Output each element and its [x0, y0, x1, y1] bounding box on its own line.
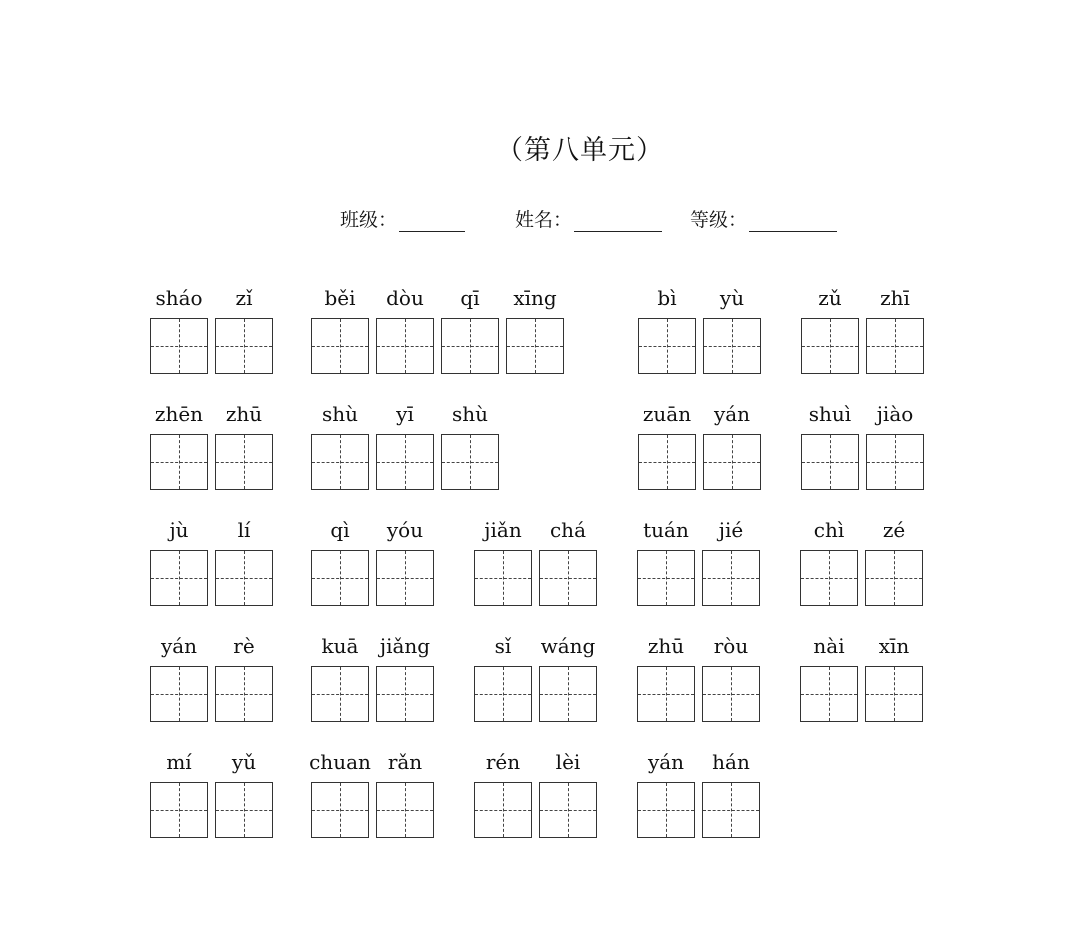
character-box[interactable]	[150, 434, 208, 490]
pinyin-label: yī	[396, 402, 414, 426]
pinyin-label: zé	[882, 518, 906, 542]
character-box[interactable]	[702, 666, 760, 722]
character-box[interactable]	[637, 666, 695, 722]
character-box[interactable]	[311, 782, 369, 838]
pinyin-label: yǔ	[231, 750, 257, 774]
pinyin-label: zǐ	[235, 286, 253, 310]
name-label: 姓名：	[515, 209, 573, 231]
pinyin-label: rén	[485, 750, 521, 774]
pinyin-label: chì	[813, 518, 845, 542]
character-box[interactable]	[474, 666, 532, 722]
grade-field	[690, 205, 837, 232]
pinyin-label: yán	[647, 750, 685, 774]
character-box[interactable]	[150, 782, 208, 838]
pinyin-label: sǐ	[494, 634, 512, 658]
pinyin-label: yán	[160, 634, 198, 658]
character-box[interactable]	[539, 782, 597, 838]
character-box[interactable]	[637, 782, 695, 838]
character-box[interactable]	[702, 782, 760, 838]
character-box[interactable]	[801, 434, 859, 490]
pinyin-label: zhū	[225, 402, 263, 426]
character-box[interactable]	[150, 550, 208, 606]
name-field	[515, 205, 662, 232]
pinyin-label: wáng	[540, 634, 596, 658]
character-box[interactable]	[800, 666, 858, 722]
character-box[interactable]	[539, 550, 597, 606]
pinyin-label: yóu	[386, 518, 424, 542]
pinyin-label: lí	[237, 518, 251, 542]
pinyin-label: shù	[451, 402, 489, 426]
character-box[interactable]	[376, 318, 434, 374]
character-box[interactable]	[311, 666, 369, 722]
character-box[interactable]	[801, 318, 859, 374]
pinyin-label: jiǎng	[379, 634, 431, 658]
pinyin-label: jié	[718, 518, 744, 542]
character-box[interactable]	[703, 434, 761, 490]
character-box[interactable]	[637, 550, 695, 606]
pinyin-label: shuì	[808, 402, 852, 426]
pinyin-label: jiǎn	[484, 518, 522, 542]
character-box[interactable]	[866, 318, 924, 374]
pinyin-label: chuan	[309, 750, 371, 774]
pinyin-label: qì	[330, 518, 350, 542]
pinyin-label: dòu	[386, 286, 424, 310]
character-box[interactable]	[638, 434, 696, 490]
character-box[interactable]	[311, 318, 369, 374]
pinyin-label: jù	[169, 518, 189, 542]
pinyin-label: rè	[233, 634, 255, 658]
character-box[interactable]	[441, 434, 499, 490]
character-box[interactable]	[215, 434, 273, 490]
pinyin-label: shù	[321, 402, 359, 426]
character-box[interactable]	[150, 318, 208, 374]
pinyin-label: ròu	[713, 634, 749, 658]
character-box[interactable]	[702, 550, 760, 606]
pinyin-label: sháo	[155, 286, 203, 310]
character-box[interactable]	[215, 782, 273, 838]
class-blank[interactable]	[399, 213, 465, 232]
page-title: （第八单元）	[496, 135, 664, 166]
character-box[interactable]	[150, 666, 208, 722]
grade-blank[interactable]	[749, 213, 837, 232]
pinyin-label: zǔ	[818, 286, 842, 310]
pinyin-label: tuán	[643, 518, 689, 542]
pinyin-label: mí	[166, 750, 192, 774]
character-box[interactable]	[865, 550, 923, 606]
pinyin-label: yù	[719, 286, 745, 310]
character-box[interactable]	[474, 782, 532, 838]
name-blank[interactable]	[574, 213, 662, 232]
class-label: 班级：	[340, 209, 398, 231]
pinyin-label: xīng	[513, 286, 557, 310]
pinyin-label: zhī	[880, 286, 910, 310]
pinyin-label: yán	[713, 402, 751, 426]
pinyin-label: běi	[324, 286, 356, 310]
pinyin-label: lèi	[555, 750, 581, 774]
pinyin-label: zhū	[647, 634, 685, 658]
character-box[interactable]	[638, 318, 696, 374]
pinyin-label: hán	[712, 750, 750, 774]
character-box[interactable]	[539, 666, 597, 722]
pinyin-label: rǎn	[387, 750, 423, 774]
pinyin-label: chá	[549, 518, 586, 542]
grade-label: 等级：	[690, 209, 748, 231]
pinyin-label: xīn	[878, 634, 910, 658]
character-box[interactable]	[703, 318, 761, 374]
character-box[interactable]	[866, 434, 924, 490]
character-box[interactable]	[865, 666, 923, 722]
class-field	[340, 205, 465, 232]
character-box[interactable]	[376, 666, 434, 722]
character-box[interactable]	[215, 318, 273, 374]
character-box[interactable]	[311, 434, 369, 490]
character-box[interactable]	[215, 666, 273, 722]
character-box[interactable]	[506, 318, 564, 374]
character-box[interactable]	[311, 550, 369, 606]
pinyin-label: nài	[813, 634, 845, 658]
character-box[interactable]	[474, 550, 532, 606]
character-box[interactable]	[376, 782, 434, 838]
pinyin-label: kuā	[321, 634, 359, 658]
character-box[interactable]	[376, 434, 434, 490]
pinyin-label: zuān	[642, 402, 692, 426]
pinyin-label: jiào	[876, 402, 914, 426]
character-box[interactable]	[376, 550, 434, 606]
pinyin-label: bì	[657, 286, 677, 310]
character-box[interactable]	[800, 550, 858, 606]
character-box[interactable]	[215, 550, 273, 606]
character-box[interactable]	[441, 318, 499, 374]
pinyin-label: zhēn	[154, 402, 204, 426]
pinyin-label: qī	[460, 286, 480, 310]
